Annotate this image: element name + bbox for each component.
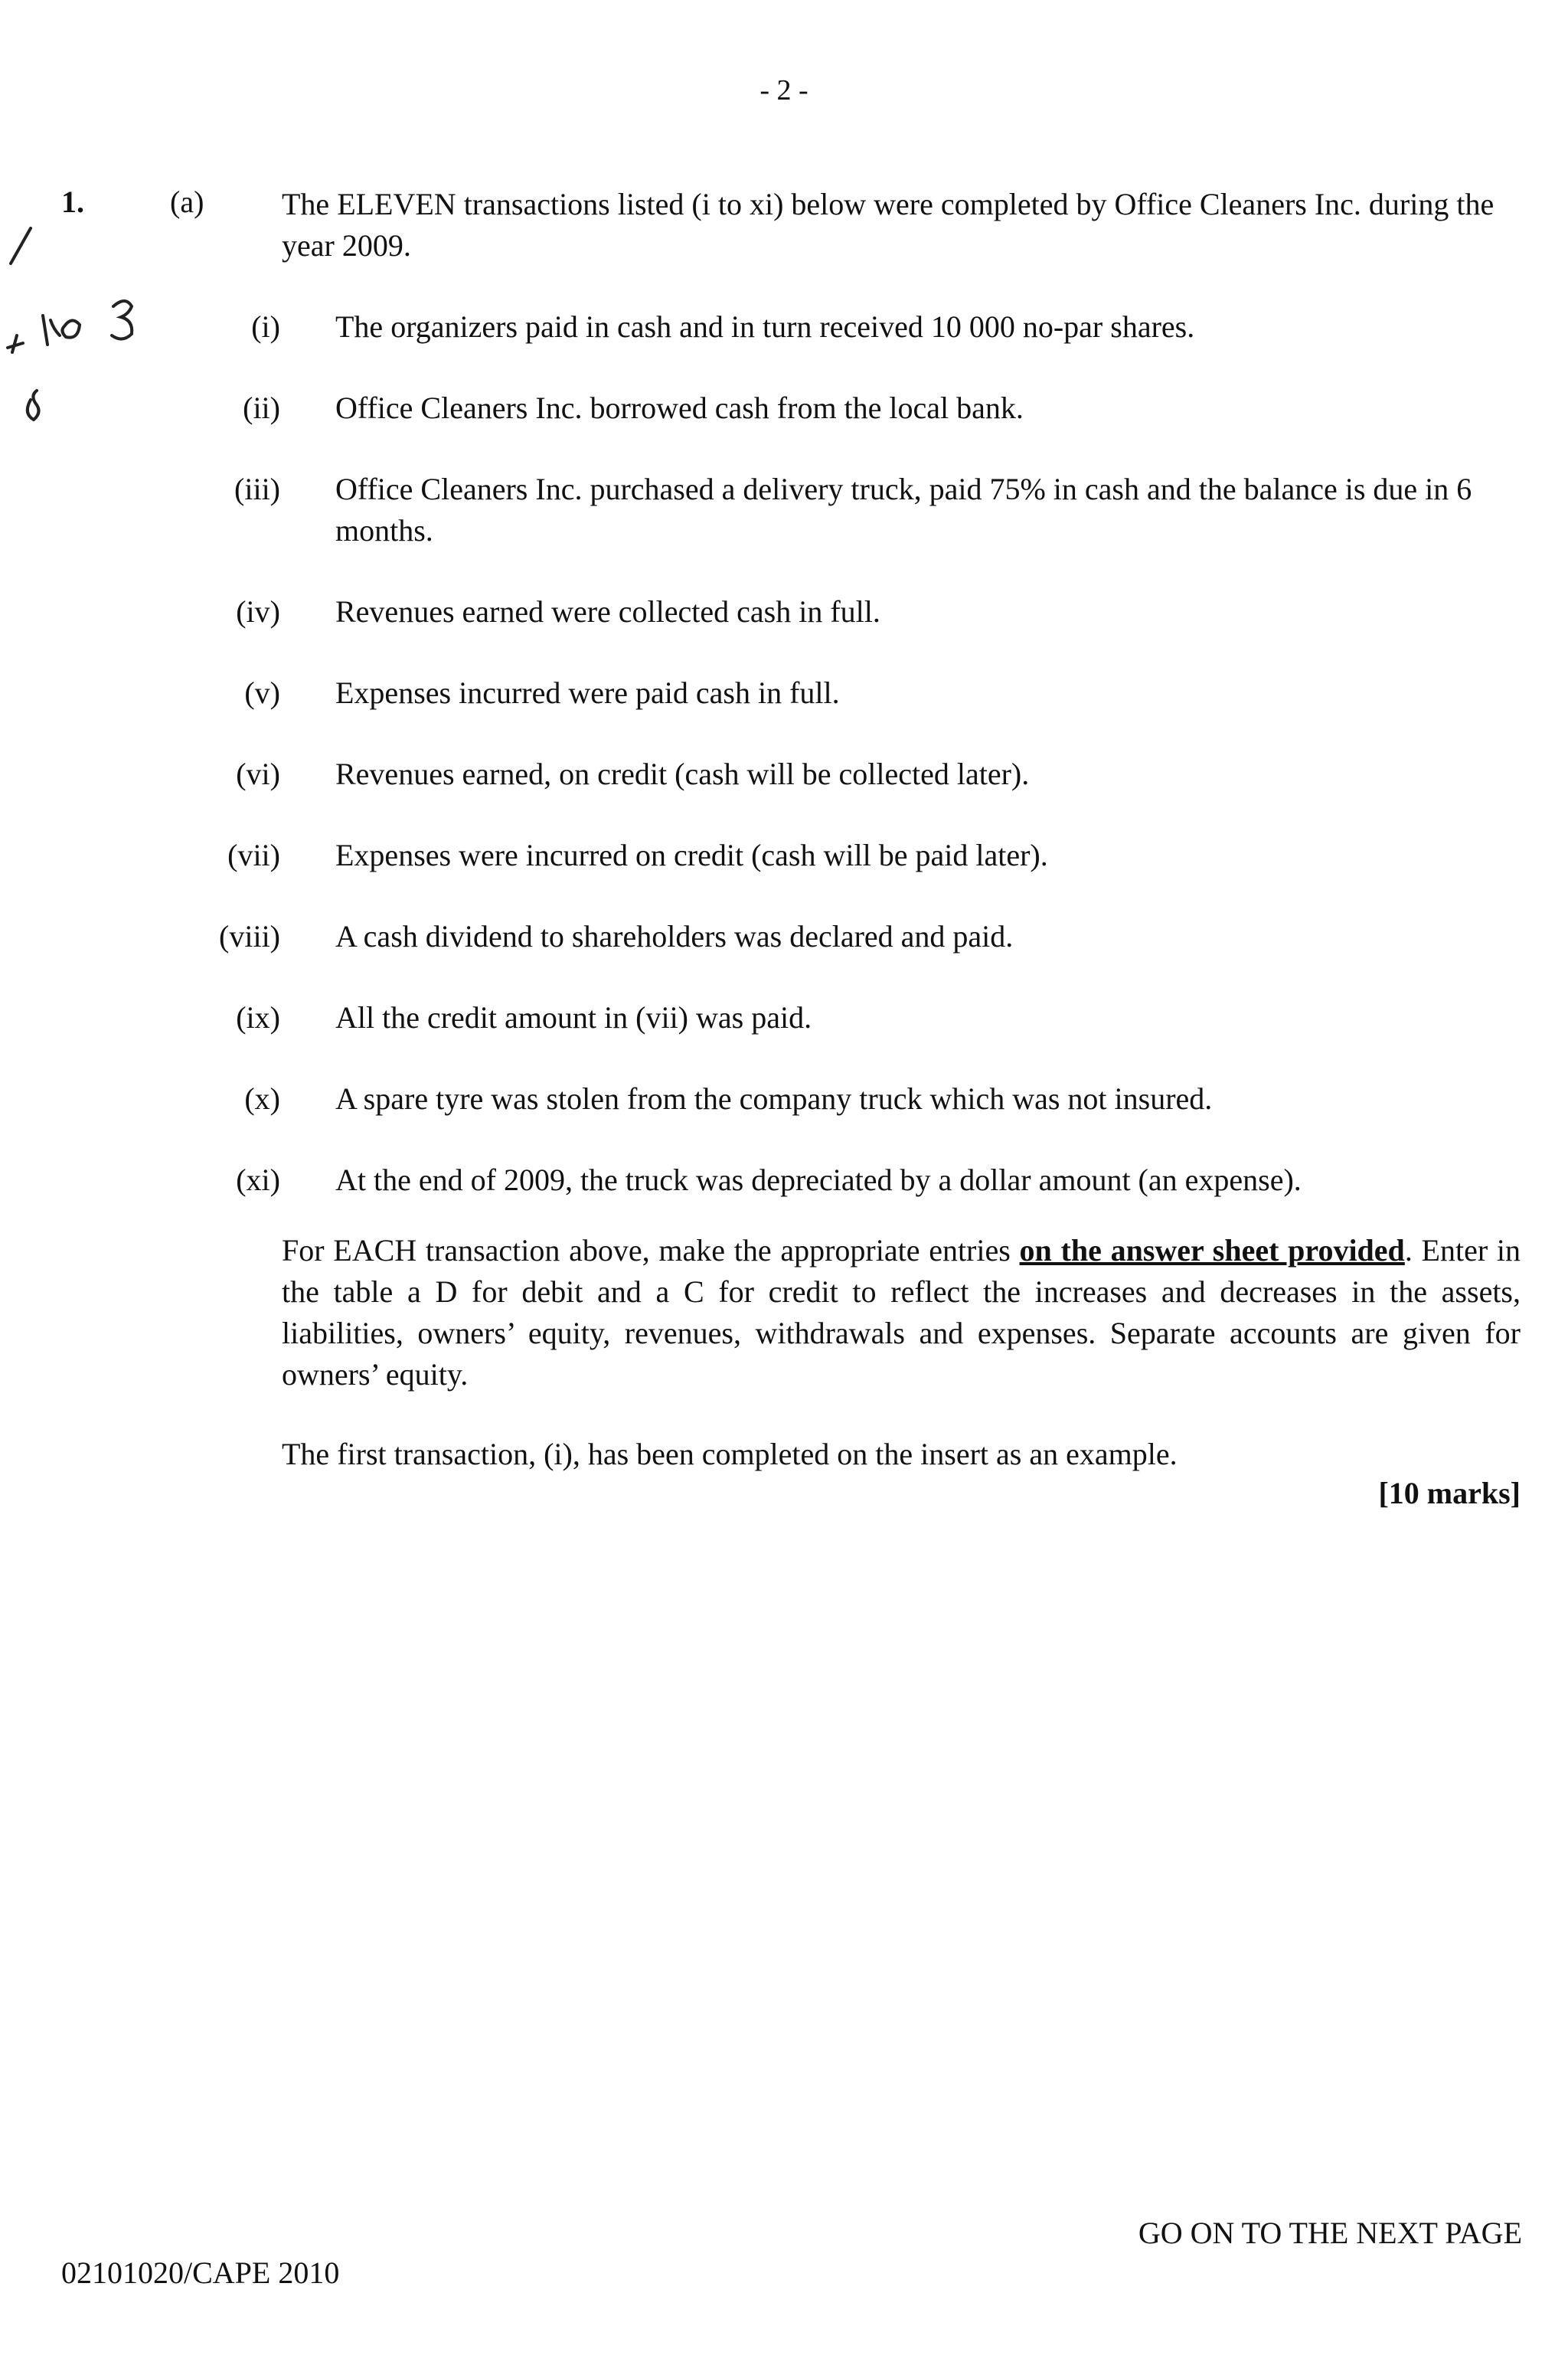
transaction-number: (xi) [236,1163,280,1197]
question-intro: The ELEVEN transactions listed (i to xi) below were completed by Office Cleaners Inc. during the year 2009. [282,187,1494,263]
transaction-text: Office Cleaners Inc. borrowed cash from the local bank. [335,391,1024,425]
transaction-text: Office Cleaners Inc. purchased a delivery truck, paid 75% in cash and the balance is due in 6 months. [335,472,1472,548]
transaction-item [0,1160,1568,1201]
transaction-item [0,469,1568,551]
transaction-number: (i) [251,309,280,344]
marks-label: [10 marks] [1378,1476,1521,1510]
instructions-paragraph [282,1230,1521,1395]
transaction-text: Revenues earned, on credit (cash will be collected later). [335,757,1030,791]
transaction-text: A cash dividend to shareholders was declared and paid. [335,919,1014,954]
instructions-text-start: For EACH transaction above, make the appropriate entries [282,1233,1020,1268]
transaction-item [0,754,1568,795]
page-number: - 2 - [760,74,808,106]
transaction-number: (ix) [236,1000,280,1035]
transaction-text: Expenses incurred were paid cash in full. [335,675,840,710]
transaction-text: All the credit amount in (vii) was paid. [335,1000,812,1035]
transaction-item [0,591,1568,633]
transaction-number: (vi) [236,757,280,791]
transaction-text: Revenues earned were collected cash in full. [335,594,880,629]
transaction-number: (x) [244,1081,280,1116]
transaction-item [0,388,1568,429]
exam-code: 02101020/CAPE 2010 [61,2255,340,2290]
transaction-text: Expenses were incurred on credit (cash will be paid later). [335,838,1048,872]
transaction-item [0,835,1568,876]
transaction-text: At the end of 2009, the truck was depreciated by a dollar amount (an expense). [335,1163,1302,1197]
transaction-number: (iv) [236,594,280,629]
question-part-label: (a) [170,185,204,219]
transaction-item [0,997,1568,1039]
transaction-item [0,672,1568,714]
transaction-list [0,306,1568,1241]
answer-sheet-reference: on the answer sheet provided [1019,1233,1405,1268]
transaction-number: (iii) [234,472,280,506]
instructions-text-end: . Enter in the table a D for debit and a C for credit to reflect the increases and decreases in the assets, liabilities, owners’ equity, revenues, withdrawals and expenses. Separate accounts are given for owners’ equity. [282,1233,1521,1392]
transaction-number: (v) [244,675,280,710]
example-note: The first transaction, (i), has been completed on the insert as an example. [282,1437,1178,1471]
question-number: 1. [61,185,84,219]
transaction-text: The organizers paid in cash and in turn received 10 000 no-par shares. [335,309,1195,344]
transaction-number: (viii) [219,919,280,954]
transaction-item [0,306,1568,348]
transaction-number: (vii) [227,838,280,872]
transaction-text: A spare tyre was stolen from the company truck which was not insured. [335,1081,1213,1116]
transaction-number: (ii) [243,391,280,425]
transaction-item [0,916,1568,957]
next-page-notice: GO ON TO THE NEXT PAGE [1138,2216,1522,2250]
transaction-item [0,1078,1568,1120]
